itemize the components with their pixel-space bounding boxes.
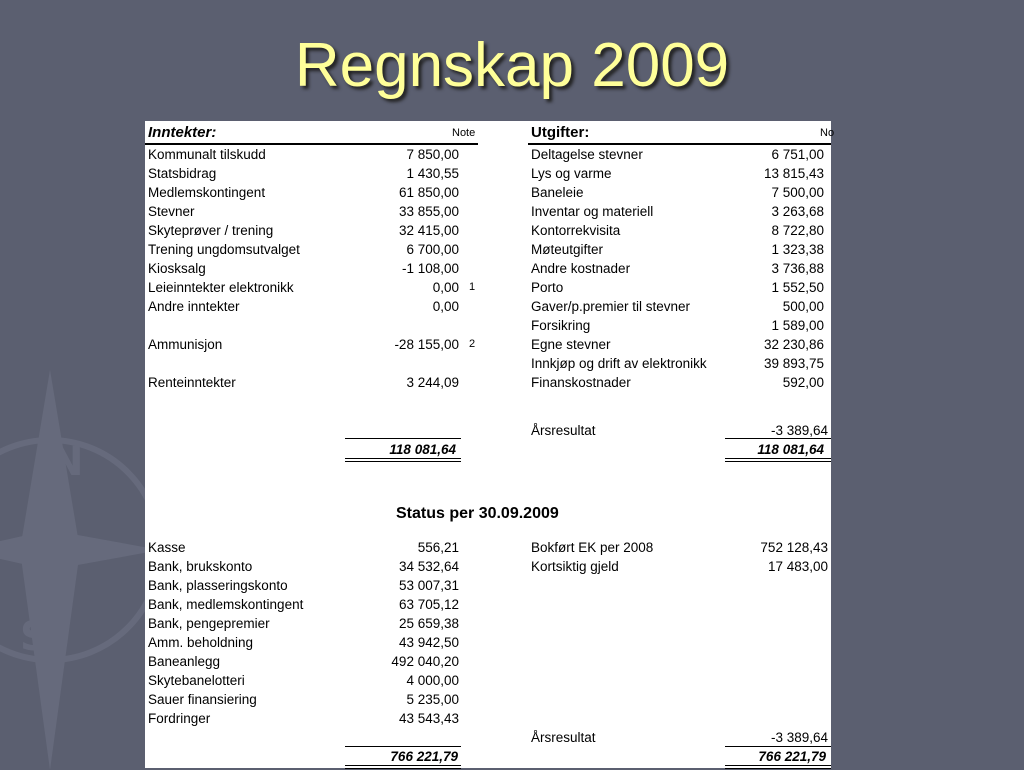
income-row-label: Ammunisjon <box>148 337 223 352</box>
income-note-header: Note <box>452 127 476 139</box>
income-row-value: 33 855,00 <box>398 204 459 219</box>
asset-row-label: Sauer finansiering <box>148 692 257 707</box>
income-total-double-rule <box>345 458 461 462</box>
income-row-label: Skyteprøver / trening <box>148 223 274 238</box>
expense-row-value: 1 552,50 <box>771 280 824 295</box>
income-total-rule <box>345 438 461 439</box>
income-row-note: 1 <box>469 281 476 293</box>
income-row-label: Andre inntekter <box>148 299 240 314</box>
expense-row-value: 7 500,00 <box>771 185 824 200</box>
accounts-sheet <box>145 121 835 768</box>
expense-row-value: 32 230,86 <box>763 337 824 352</box>
expenses-total-double-rule <box>725 458 831 462</box>
expense-row-label: Deltagelse stevner <box>531 147 643 162</box>
asset-row-value: 43 543,43 <box>398 711 459 726</box>
expenses-total-rule <box>725 438 831 439</box>
liabilities-total: 766 221,79 <box>758 749 826 764</box>
assets-total: 766 221,79 <box>390 749 458 764</box>
expenses-total: 118 081,64 <box>757 442 824 457</box>
expenses-result-label: Årsresultat <box>531 423 596 438</box>
expense-row-label: Egne stevner <box>531 337 611 352</box>
asset-row-value: 63 705,12 <box>398 597 459 612</box>
income-row-value: 0,00 <box>432 299 459 314</box>
expense-row-value: 1 323,38 <box>771 242 824 257</box>
expense-row-value: 39 893,75 <box>763 356 824 371</box>
liability-row-value: 752 128,43 <box>760 540 828 555</box>
income-row-value: 32 415,00 <box>398 223 459 238</box>
liability-row-label: Kortsiktig gjeld <box>531 559 619 574</box>
asset-row-value: 492 040,20 <box>391 654 459 669</box>
expense-row-label: Lys og varme <box>531 166 612 181</box>
expenses-header: Utgifter: <box>531 124 590 141</box>
asset-row-value: 4 000,00 <box>406 673 459 688</box>
expense-row-value: 6 751,00 <box>771 147 824 162</box>
expense-row-label: Kontorrekvisita <box>531 223 621 238</box>
expense-row-label: Forsikring <box>531 318 591 333</box>
expense-row-label: Gaver/p.premier til stevner <box>531 299 691 314</box>
income-row-value: 0,00 <box>432 280 459 295</box>
income-row-value: 61 850,00 <box>398 185 459 200</box>
expense-row-value: 1 589,00 <box>771 318 824 333</box>
expense-row-value: 3 263,68 <box>771 204 824 219</box>
expense-row-label: Baneleie <box>531 185 584 200</box>
income-header: Inntekter: <box>148 124 217 141</box>
expense-row-label: Innkjøp og drift av elektronikk <box>531 356 707 371</box>
asset-row-label: Skytebanelotteri <box>148 673 245 688</box>
asset-row-value: 53 007,31 <box>398 578 459 593</box>
income-row-label: Stevner <box>148 204 195 219</box>
expense-row-label: Inventar og materiell <box>531 204 654 219</box>
income-row-label: Trening ungdomsutvalget <box>148 242 300 257</box>
income-row-value: -1 108,00 <box>401 261 459 276</box>
income-row-label: Kiosksalg <box>148 261 206 276</box>
income-row-value: 6 700,00 <box>406 242 459 257</box>
asset-row-label: Amm. beholdning <box>148 635 254 650</box>
svg-text:S: S <box>20 614 49 660</box>
income-row-label: Kommunalt tilskudd <box>148 147 266 162</box>
asset-row-label: Bank, plasseringskonto <box>148 578 288 593</box>
status-title: Status per 30.09.2009 <box>396 505 559 522</box>
svg-text:N: N <box>50 439 84 485</box>
income-row-value: 7 850,00 <box>406 147 459 162</box>
expense-row-value: 13 815,43 <box>763 166 824 181</box>
asset-row-value: 43 942,50 <box>398 635 459 650</box>
expense-row-label: Møteutgifter <box>531 242 604 257</box>
income-row-value: 1 430,55 <box>406 166 459 181</box>
expense-row-value: 592,00 <box>782 375 824 390</box>
asset-row-value: 34 532,64 <box>398 559 459 574</box>
liability-row-value: 17 483,00 <box>767 559 828 574</box>
asset-row-label: Fordringer <box>148 711 211 726</box>
expenses-note-header: No <box>820 127 835 139</box>
expense-row-value: 500,00 <box>782 299 824 314</box>
income-total: 118 081,64 <box>389 442 456 457</box>
income-row-label: Leieinntekter elektronikk <box>148 280 294 295</box>
liabilities-total-double-rule <box>725 765 831 769</box>
asset-row-value: 556,21 <box>417 540 459 555</box>
asset-row-value: 25 659,38 <box>398 616 459 631</box>
income-row-note: 2 <box>469 338 476 350</box>
income-row-value: 3 244,09 <box>406 375 459 390</box>
income-row-label: Renteinntekter <box>148 375 236 390</box>
asset-row-label: Bank, brukskonto <box>148 559 253 574</box>
liability-row-label: Bokført EK per 2008 <box>531 540 654 555</box>
expense-row-label: Andre kostnader <box>531 261 631 276</box>
income-row-label: Statsbidrag <box>148 166 217 181</box>
expenses-result-value: -3 389,64 <box>770 423 828 438</box>
expense-row-value: 8 722,80 <box>771 223 824 238</box>
asset-row-label: Bank, pengepremier <box>148 616 270 631</box>
page-title: Regnskap 2009 <box>294 31 730 100</box>
asset-row-label: Bank, medlemskontingent <box>148 597 304 612</box>
expense-row-label: Finanskostnader <box>531 375 631 390</box>
asset-row-label: Baneanlegg <box>148 654 221 669</box>
assets-total-double-rule <box>345 765 461 769</box>
asset-row-label: Kasse <box>148 540 186 555</box>
status-result-label: Årsresultat <box>531 730 596 745</box>
expense-row-value: 3 736,88 <box>771 261 824 276</box>
status-result-value: -3 389,64 <box>770 730 828 745</box>
asset-row-value: 5 235,00 <box>406 692 459 707</box>
income-row-value: -28 155,00 <box>394 337 459 352</box>
expense-row-label: Porto <box>531 280 564 295</box>
income-row-label: Medlemskontingent <box>148 185 266 200</box>
